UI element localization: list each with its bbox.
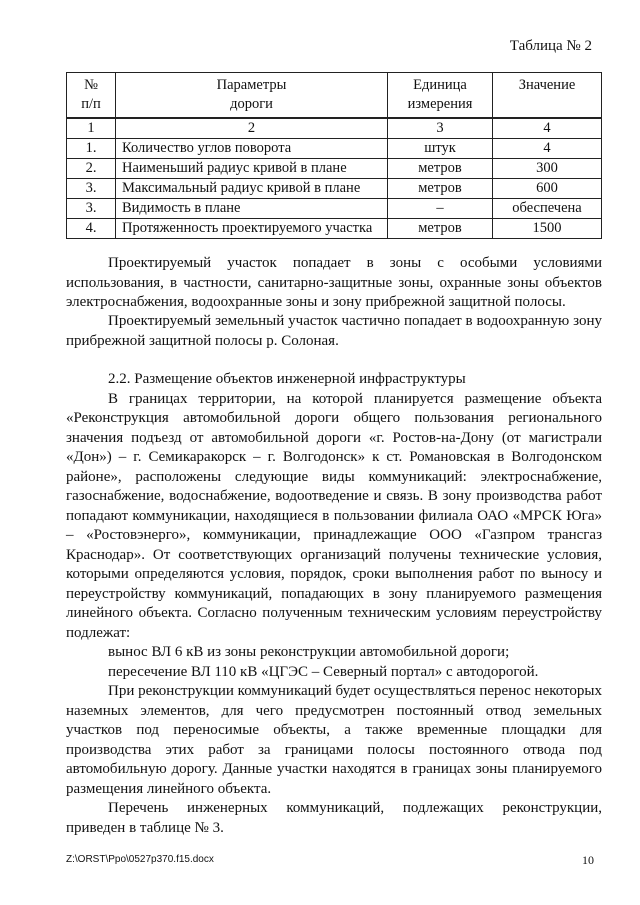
- header-param-line2: дороги: [230, 96, 273, 112]
- row-num: 2.: [67, 159, 116, 179]
- header-param: [116, 73, 388, 119]
- row-value: 1500: [493, 219, 602, 239]
- header-num-line1: №: [84, 77, 98, 93]
- row-num: 1.: [67, 139, 116, 159]
- header-value: [493, 73, 602, 119]
- paragraph-text: Перечень инженерных коммуникаций, подлежащих реконструкции, приведен в таблице № 3.: [66, 800, 602, 836]
- header-unit-line2: измерения: [407, 96, 473, 112]
- row-value: 4: [493, 139, 602, 159]
- row-unit: метров: [388, 159, 493, 179]
- road-parameters-table: [66, 72, 602, 239]
- table-row: [67, 179, 602, 199]
- row-param: Видимость в плане: [116, 199, 388, 219]
- header-unit: [388, 73, 493, 119]
- row-value: 600: [493, 179, 602, 199]
- header-param-line1: Параметры: [216, 77, 287, 93]
- column-number: 4: [493, 118, 602, 139]
- row-param: Протяженность проектируемого участка: [116, 219, 388, 239]
- section-heading: 2.2. Размещение объектов инженерной инфраструктуры: [108, 371, 466, 387]
- table-caption: Таблица № 2: [509, 38, 592, 54]
- row-unit: метров: [388, 219, 493, 239]
- paragraph-text: Проектируемый земельный участок частично попадает в водоохранную зону прибрежной защитной полосы р. Солоная.: [66, 313, 602, 349]
- column-number: 1: [67, 118, 116, 139]
- header-value-line1: Значение: [518, 77, 576, 93]
- footer-file-path: Z:\ORST\Ppo\0527p370.f15.docx: [66, 854, 214, 865]
- row-unit: –: [388, 199, 493, 219]
- paragraph-water-zone: [66, 312, 602, 351]
- row-num: 4.: [67, 219, 116, 239]
- row-value: обеспечена: [493, 199, 602, 219]
- paragraph-text: Проектируемый участок попадает в зоны с особыми условиями использования, в частности, санитарно-защитные зоны, охранные зоны объектов электроснабжения, водоохранные зоны и зону прибрежной защитной полосы.: [66, 255, 602, 310]
- list-item: вынос ВЛ 6 кВ из зоны реконструкции автомобильной дороги;: [108, 644, 510, 660]
- row-value: 300: [493, 159, 602, 179]
- row-num: 3.: [67, 179, 116, 199]
- header-num-line2: п/п: [81, 96, 101, 112]
- header-num: [67, 73, 116, 119]
- table-row: [67, 139, 602, 159]
- list-item: пересечение ВЛ 110 кВ «ЦГЭС – Северный портал» с автодорогой.: [108, 663, 539, 680]
- row-param: Наименьший радиус кривой в плане: [116, 159, 388, 179]
- header-unit-line1: Единица: [413, 77, 467, 93]
- paragraph-text: При реконструкции коммуникаций будет осуществляться перенос некоторых наземных элементов, для чего предусмотрен постоянный отвод земельных участков под переносимые объекты, а также временные площадки для производства этих работ за границами полосы постоянного отвода под автомобильную дорогу. Данные участки находятся в границах зоны планируемого размещения линейного объекта.: [66, 683, 602, 797]
- page-number: 10: [582, 853, 594, 867]
- row-param: Максимальный радиус кривой в плане: [116, 179, 388, 199]
- section-infrastructure: [66, 370, 602, 838]
- row-param: Количество углов поворота: [116, 139, 388, 159]
- table-row: [67, 199, 602, 219]
- column-number-row: [67, 118, 602, 139]
- table-header-row: [67, 73, 602, 119]
- table-row: [67, 219, 602, 239]
- row-unit: метров: [388, 179, 493, 199]
- paragraph-zones: [66, 254, 602, 313]
- column-number: 2: [116, 118, 388, 139]
- table-row: [67, 159, 602, 179]
- column-number: 3: [388, 118, 493, 139]
- row-num: 3.: [67, 199, 116, 219]
- row-unit: штук: [388, 139, 493, 159]
- paragraph-text: В границах территории, на которой планируется размещение объекта «Реконструкция автомобильной дороги общего пользования регионального значения подъезд от автомобильной дороги «г. Ростов-на-Дону (от магистрали «Дон») – г. Семикаракорск – г. Волгодонск» к ст. Романовская в Волгодонском районе», расположены следующие виды коммуникаций: электроснабжение, газоснабжение, водоснабжение, водоотведение и связь. В зону производства работ попадают коммуникации, находящиеся в пользовании филиала ОАО «МРСК Юга» – «Ростовэнерго», коммуникации, принадлежащие ООО «Газпром трансгаз Краснодар». От соответствующих организаций получены технические условия, которыми определяются условия, порядок, сроки выполнения работ по выносу и переустройству коммуникаций, попадающих в зону планируемого размещения линейного объекта. Согласно полученным техническим условиям переустройству подлежат:: [66, 390, 602, 641]
